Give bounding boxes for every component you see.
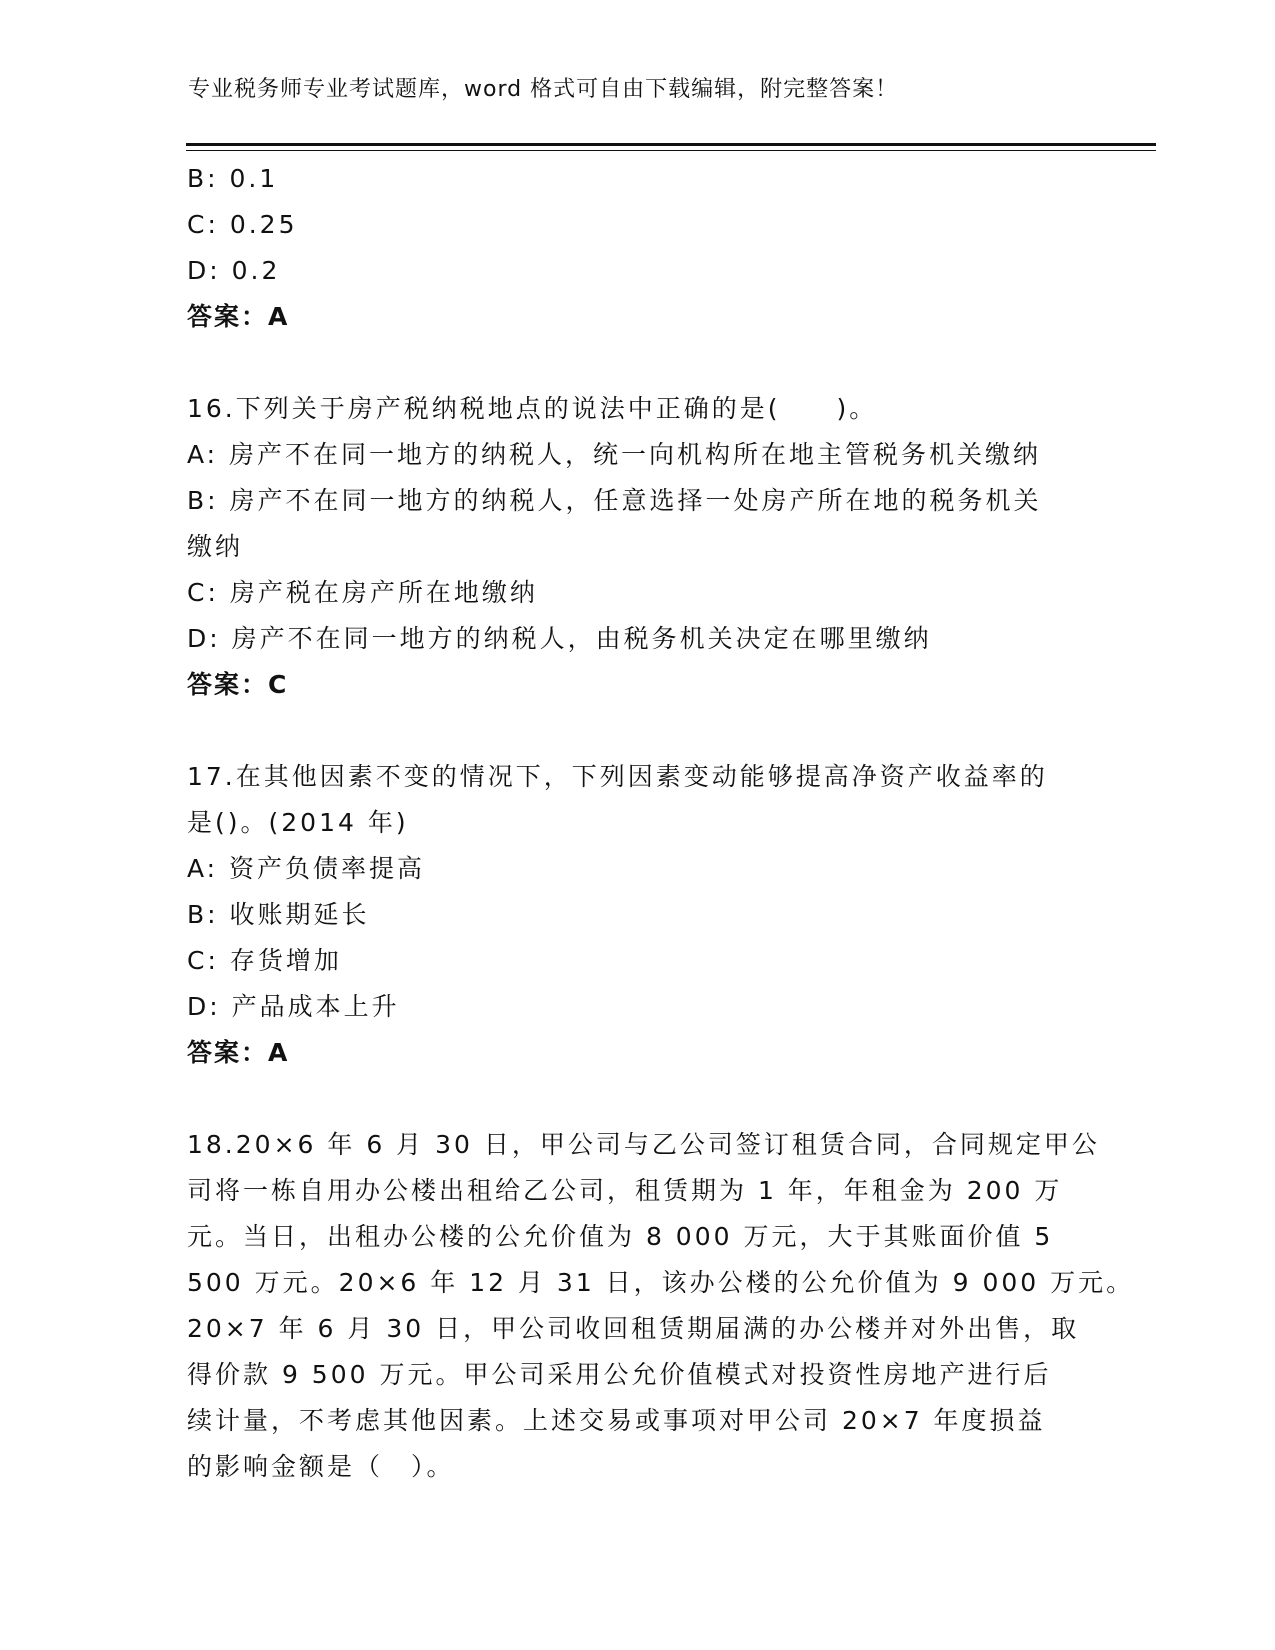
answer-line: 答案：A (187, 302, 290, 331)
question-stem: 得价款 9 500 万元。甲公司采用公允价值模式对投资性房地产进行后 (187, 1360, 1052, 1389)
question-stem: 18.20×6 年 6 月 30 日，甲公司与乙公司签订租赁合同，合同规定甲公 (187, 1130, 1100, 1159)
option-line: B: 收账期延长 (187, 900, 370, 929)
option-line: B: 房产不在同一地方的纳税人，任意选择一处房产所在地的税务机关 (187, 486, 1042, 515)
page-header: 专业税务师专业考试题库，word 格式可自由下载编辑，附完整答案！ (188, 77, 899, 102)
question-stem: 续计量，不考虑其他因素。上述交易或事项对甲公司 20×7 年度损益 (187, 1406, 1046, 1435)
question-stem: 是()。(2014 年) (187, 808, 409, 837)
option-line: D: 产品成本上升 (187, 992, 400, 1021)
question-stem: 元。当日，出租办公楼的公允价值为 8 000 万元，大于其账面价值 5 (187, 1222, 1054, 1251)
option-line: C: 存货增加 (187, 946, 342, 975)
question-stem: 司将一栋自用办公楼出租给乙公司，租赁期为 1 年，年租金为 200 万 (187, 1176, 1063, 1205)
question-stem: 17.在其他因素不变的情况下，下列因素变动能够提高净资产收益率的 (187, 762, 1048, 791)
question-stem: 16.下列关于房产税纳税地点的说法中正确的是( )。 (187, 394, 878, 423)
option-line: A: 资产负债率提高 (187, 854, 426, 883)
answer-line: 答案：C (187, 670, 289, 699)
answer-line: 答案：A (187, 1038, 290, 1067)
question-stem: 500 万元。20×6 年 12 月 31 日，该办公楼的公允价值为 9 000 万元。 (187, 1268, 1135, 1297)
header-rule-thick (186, 143, 1156, 146)
option-line: B: 0.1 (187, 164, 279, 193)
option-line: 缴纳 (187, 532, 244, 561)
question-content (187, 156, 1135, 1490)
question-stem: 20×7 年 6 月 30 日，甲公司收回租赁期届满的办公楼并对外出售，取 (187, 1314, 1080, 1343)
option-line: C: 0.25 (187, 210, 298, 239)
option-line: A: 房产不在同一地方的纳税人，统一向机构所在地主管税务机关缴纳 (187, 440, 1042, 469)
header-rule-thin (186, 150, 1156, 151)
question-stem: 的影响金额是（ ）。 (187, 1452, 455, 1481)
option-line: C: 房产税在房产所在地缴纳 (187, 578, 538, 607)
option-line: D: 0.2 (187, 256, 281, 285)
option-line: D: 房产不在同一地方的纳税人，由税务机关决定在哪里缴纳 (187, 624, 932, 653)
